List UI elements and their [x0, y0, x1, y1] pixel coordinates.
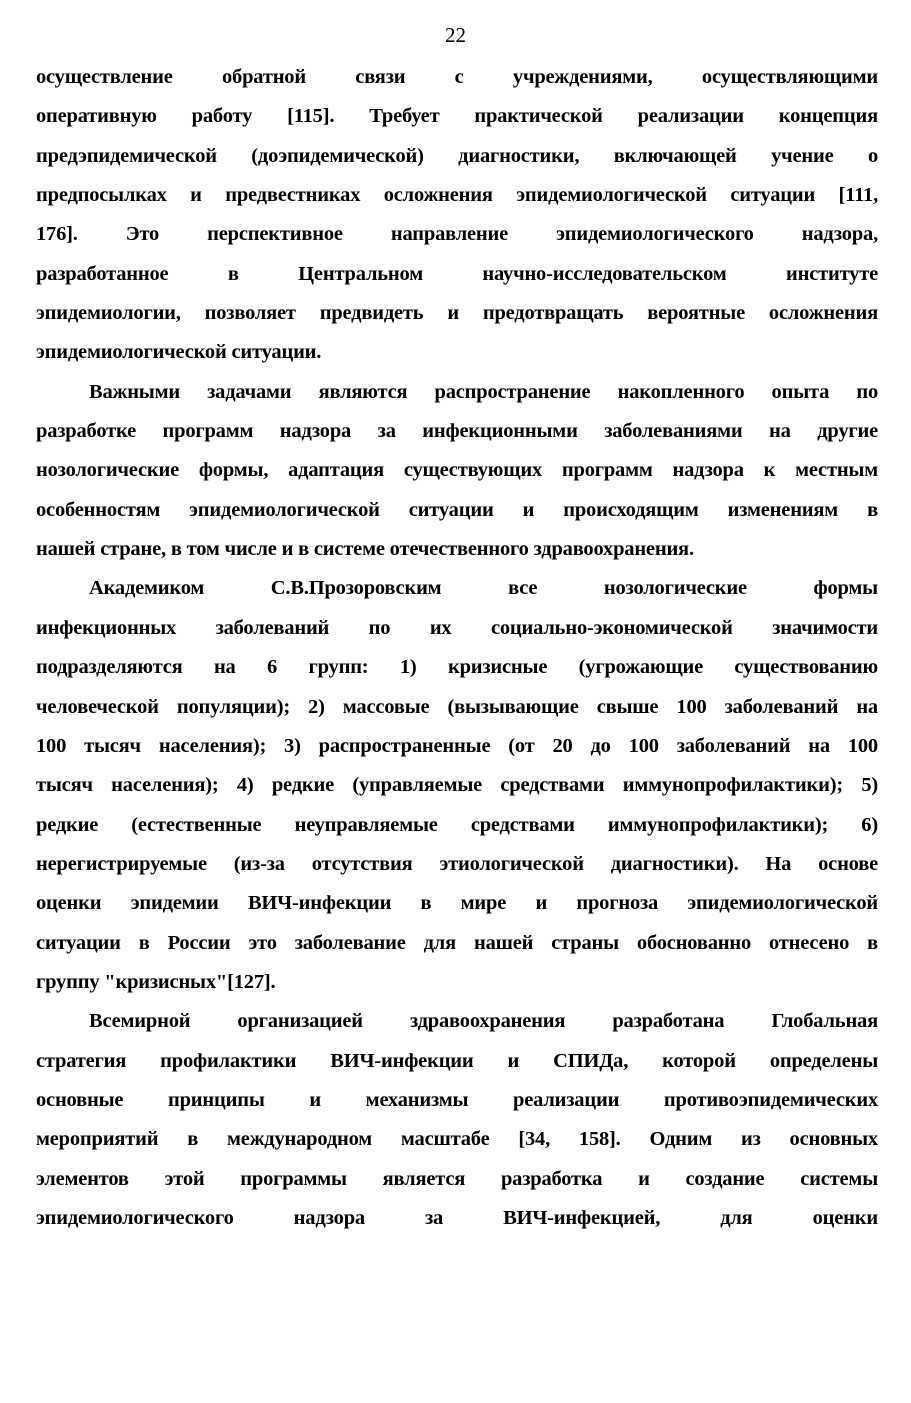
text-line: 100 тысяч населения); 3) распространенные (от 20 до 100 заболеваний на 100 — [36, 734, 878, 757]
text-line: нерегистрируемые (из-за отсутствия этиологической диагностики). На основе — [36, 852, 878, 875]
text-line: стратегия профилактики ВИЧ-инфекции и СПИДа, которой определены — [36, 1049, 878, 1072]
text-line: Важными задачами являются распространение накопленного опыта по — [89, 380, 878, 403]
body-text — [36, 58, 878, 1238]
text-line: ситуации в России это заболевание для нашей страны обоснованно отнесено в — [36, 931, 878, 954]
text-line: разработанное в Центральном научно-исследовательском институте — [36, 262, 878, 285]
text-line: эпидемиологии, позволяет предвидеть и предотвращать вероятные осложнения — [36, 302, 878, 325]
text-line: особенностям эпидемиологической ситуации и происходящим изменениям в — [36, 498, 878, 521]
text-line: элементов этой программы является разработка и создание системы — [36, 1167, 878, 1190]
text-line: эпидемиологической ситуации. — [36, 341, 322, 364]
text-line: человеческой популяции); 2) массовые (вызывающие свыше 100 заболеваний на — [36, 695, 878, 718]
text-line: Академиком С.В.Прозоровским все нозологические формы — [89, 577, 878, 600]
text-line: основные принципы и механизмы реализации противоэпидемических — [36, 1088, 878, 1111]
text-line: предпосылках и предвестниках осложнения эпидемиологической ситуации [111, — [36, 184, 878, 207]
text-line: оценки эпидемии ВИЧ-инфекции в мире и прогноза эпидемиологической — [36, 892, 878, 915]
text-line: 176]. Это перспективное направление эпидемиологического надзора, — [36, 223, 878, 246]
text-line: эпидемиологического надзора за ВИЧ-инфекцией, для оценки — [36, 1206, 878, 1229]
text-line: осуществление обратной связи с учреждениями, осуществляющими — [36, 66, 878, 88]
text-line: Всемирной организацией здравоохранения разработана Глобальная — [89, 1010, 878, 1033]
text-line: группу "кризисных"[127]. — [36, 970, 276, 993]
text-line: тысяч населения); 4) редкие (управляемые средствами иммунопрофилактики); 5) — [36, 774, 878, 797]
text-line: оперативную работу [115]. Требует практической реализации концепция — [36, 105, 878, 128]
text-line: нашей стране, в том числе и в системе отечественного здравоохранения. — [36, 538, 694, 561]
page-number: 22 — [445, 23, 466, 47]
text-line: подразделяются на 6 групп: 1) кризисные (угрожающие существованию — [36, 656, 878, 679]
text-line: редкие (естественные неуправляемые средствами иммунопрофилактики); 6) — [36, 813, 878, 836]
text-line: инфекционных заболеваний по их социально-экономической значимости — [36, 616, 878, 639]
text-line: разработке программ надзора за инфекционными заболеваниями на другие — [36, 420, 878, 443]
text-line: мероприятий в международном масштабе [34, 158]. Одним из основных — [36, 1128, 878, 1151]
text-line: предэпидемической (доэпидемической) диагностики, включающей учение о — [36, 144, 878, 167]
text-line: нозологические формы, адаптация существующих программ надзора к местным — [36, 459, 878, 482]
